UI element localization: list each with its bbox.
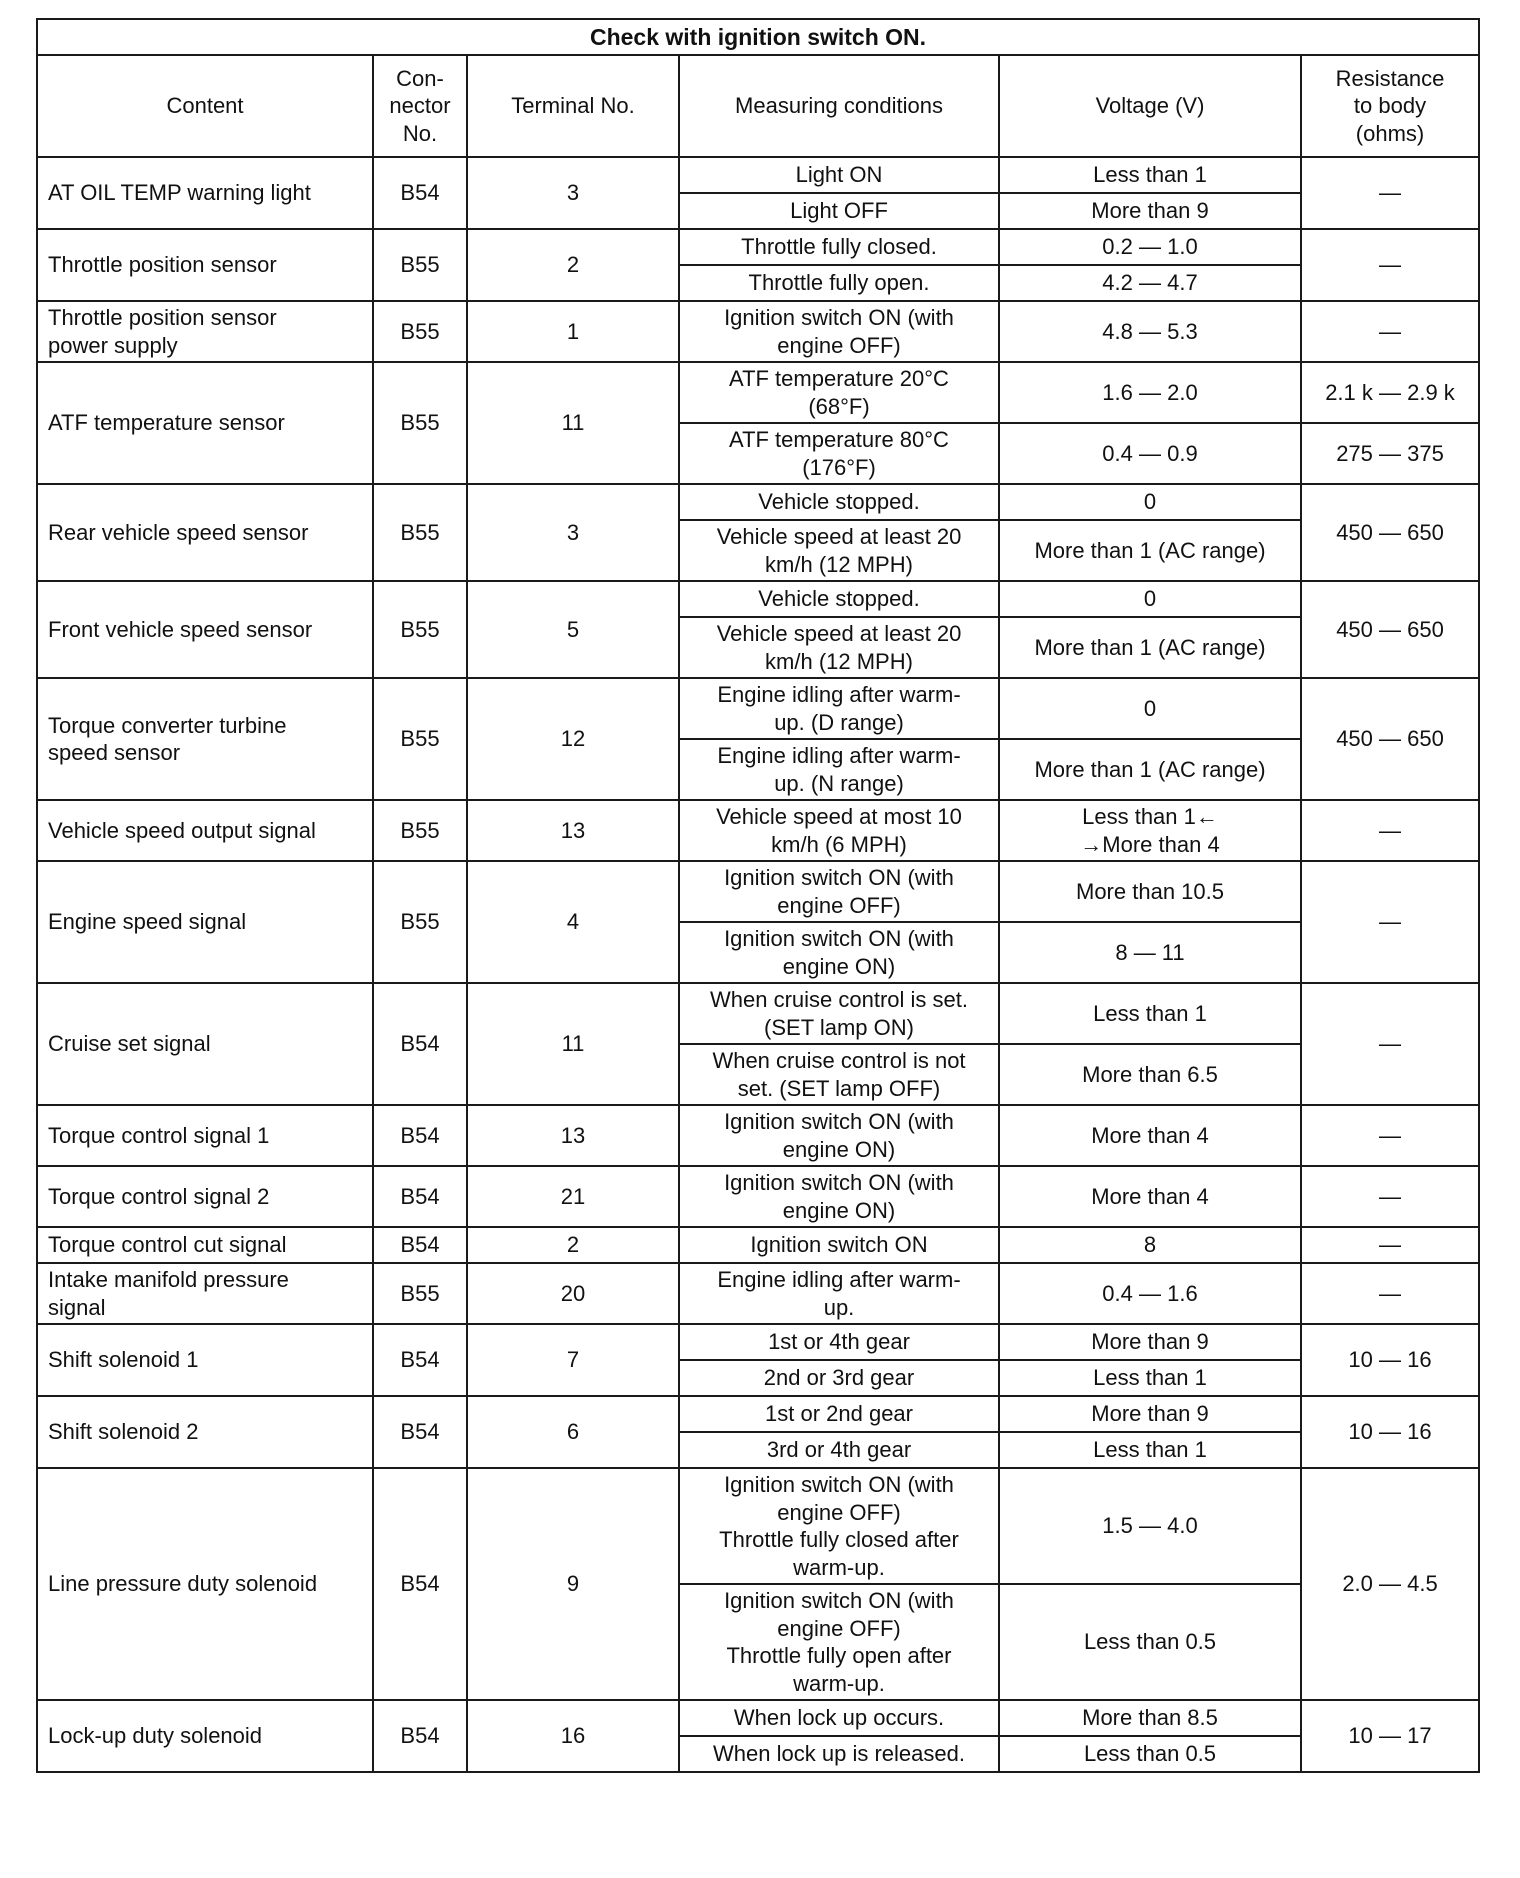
table-row — [37, 1105, 1479, 1166]
resistance-cell: 10 — 16 — [1301, 1324, 1479, 1396]
terminal-cell: 20 — [467, 1263, 679, 1324]
terminal-cell: 4 — [467, 861, 679, 983]
table-row — [37, 1263, 1479, 1324]
voltage-cell: More than 6.5 — [999, 1044, 1301, 1105]
condition-cell: Ignition switch ON (with engine ON) — [679, 1166, 999, 1227]
connector-cell: B54 — [373, 157, 467, 229]
voltage-cell: More than 9 — [999, 1324, 1301, 1360]
condition-cell: Vehicle speed at least 20 km/h (12 MPH) — [679, 520, 999, 581]
header-resistance: Resistance to body (ohms) — [1301, 55, 1479, 157]
terminal-cell: 3 — [467, 157, 679, 229]
voltage-cell: 0.4 — 1.6 — [999, 1263, 1301, 1324]
voltage-cell: 4.2 — 4.7 — [999, 265, 1301, 301]
resistance-cell: 450 — 650 — [1301, 581, 1479, 678]
resistance-cell: — — [1301, 1166, 1479, 1227]
resistance-cell: — — [1301, 983, 1479, 1105]
voltage-cell: More than 9 — [999, 193, 1301, 229]
connector-cell: B54 — [373, 1324, 467, 1396]
table-row — [37, 484, 1479, 520]
condition-cell: Engine idling after warm- up. (D range) — [679, 678, 999, 739]
voltage-cell: 8 — 11 — [999, 922, 1301, 983]
connector-cell: B55 — [373, 800, 467, 861]
content-cell: Cruise set signal — [37, 983, 373, 1105]
terminal-cell: 11 — [467, 983, 679, 1105]
header-connector: Con- nector No. — [373, 55, 467, 157]
voltage-cell: Less than 0.5 — [999, 1736, 1301, 1772]
voltage-cell: 0 — [999, 581, 1301, 617]
condition-cell: Ignition switch ON (with engine OFF) Throttle fully closed after warm-up. — [679, 1468, 999, 1584]
content-cell: Throttle position sensor — [37, 229, 373, 301]
header-row — [37, 55, 1479, 157]
condition-cell: Ignition switch ON (with engine OFF) Throttle fully open after warm-up. — [679, 1584, 999, 1700]
resistance-cell: — — [1301, 861, 1479, 983]
connector-cell: B54 — [373, 983, 467, 1105]
terminal-cell: 21 — [467, 1166, 679, 1227]
terminal-cell: 3 — [467, 484, 679, 581]
connector-cell: B55 — [373, 362, 467, 484]
connector-cell: B55 — [373, 301, 467, 362]
table-row — [37, 800, 1479, 861]
content-cell: Shift solenoid 2 — [37, 1396, 373, 1468]
table-row — [37, 157, 1479, 193]
connector-cell: B54 — [373, 1227, 467, 1263]
connector-cell: B55 — [373, 1263, 467, 1324]
voltage-cell: 0 — [999, 678, 1301, 739]
voltage-cell: 4.8 — 5.3 — [999, 301, 1301, 362]
header-voltage: Voltage (V) — [999, 55, 1301, 157]
condition-cell: Vehicle speed at least 20 km/h (12 MPH) — [679, 617, 999, 678]
condition-cell: 1st or 2nd gear — [679, 1396, 999, 1432]
table-row — [37, 301, 1479, 362]
content-cell: Line pressure duty solenoid — [37, 1468, 373, 1700]
condition-cell: Ignition switch ON (with engine ON) — [679, 922, 999, 983]
table-body — [37, 157, 1479, 1772]
table-row — [37, 1324, 1479, 1360]
voltage-cell: More than 1 (AC range) — [999, 617, 1301, 678]
condition-cell: Vehicle stopped. — [679, 484, 999, 520]
terminal-cell: 13 — [467, 1105, 679, 1166]
condition-cell: 2nd or 3rd gear — [679, 1360, 999, 1396]
condition-cell: Vehicle speed at most 10 km/h (6 MPH) — [679, 800, 999, 861]
table-row — [37, 1468, 1479, 1584]
voltage-cell: Less than 1 — [999, 983, 1301, 1044]
content-cell: Throttle position sensor power supply — [37, 301, 373, 362]
condition-cell: Engine idling after warm- up. (N range) — [679, 739, 999, 800]
connector-cell: B55 — [373, 229, 467, 301]
condition-cell: 3rd or 4th gear — [679, 1432, 999, 1468]
voltage-cell: Less than 1 — [999, 1360, 1301, 1396]
content-cell: Torque converter turbine speed sensor — [37, 678, 373, 800]
table-row — [37, 1396, 1479, 1432]
header-content: Content — [37, 55, 373, 157]
terminal-cell: 5 — [467, 581, 679, 678]
caption-row — [37, 19, 1479, 55]
table-row — [37, 983, 1479, 1044]
resistance-cell: — — [1301, 229, 1479, 301]
condition-cell: Throttle fully closed. — [679, 229, 999, 265]
connector-cell: B54 — [373, 1166, 467, 1227]
terminal-cell: 2 — [467, 1227, 679, 1263]
connector-cell: B54 — [373, 1468, 467, 1700]
content-cell: Vehicle speed output signal — [37, 800, 373, 861]
header-conditions: Measuring conditions — [679, 55, 999, 157]
condition-cell: Ignition switch ON (with engine OFF) — [679, 861, 999, 922]
voltage-cell: 1.6 — 2.0 — [999, 362, 1301, 423]
terminal-cell: 13 — [467, 800, 679, 861]
connector-cell: B55 — [373, 484, 467, 581]
connector-cell: B55 — [373, 581, 467, 678]
content-cell: Engine speed signal — [37, 861, 373, 983]
condition-cell: When cruise control is not set. (SET lamp OFF) — [679, 1044, 999, 1105]
header-terminal: Terminal No. — [467, 55, 679, 157]
condition-cell: When cruise control is set. (SET lamp ON) — [679, 983, 999, 1044]
resistance-cell: 275 — 375 — [1301, 423, 1479, 484]
connector-cell: B55 — [373, 678, 467, 800]
resistance-cell: — — [1301, 1227, 1479, 1263]
voltage-cell: Less than 1← →More than 4 — [999, 800, 1301, 861]
condition-cell: Vehicle stopped. — [679, 581, 999, 617]
table-row — [37, 1700, 1479, 1736]
content-cell: Torque control signal 1 — [37, 1105, 373, 1166]
condition-cell: Ignition switch ON (with engine ON) — [679, 1105, 999, 1166]
terminal-cell: 11 — [467, 362, 679, 484]
resistance-cell: 10 — 16 — [1301, 1396, 1479, 1468]
voltage-cell: More than 8.5 — [999, 1700, 1301, 1736]
resistance-cell: 450 — 650 — [1301, 678, 1479, 800]
table-row — [37, 861, 1479, 922]
condition-cell: Throttle fully open. — [679, 265, 999, 301]
resistance-cell: 2.0 — 4.5 — [1301, 1468, 1479, 1700]
voltage-cell: 0.2 — 1.0 — [999, 229, 1301, 265]
table-row — [37, 1166, 1479, 1227]
condition-cell: ATF temperature 80°C (176°F) — [679, 423, 999, 484]
resistance-cell: — — [1301, 800, 1479, 861]
voltage-cell: Less than 1 — [999, 157, 1301, 193]
content-cell: Rear vehicle speed sensor — [37, 484, 373, 581]
voltage-cell: More than 4 — [999, 1105, 1301, 1166]
content-cell: Torque control signal 2 — [37, 1166, 373, 1227]
voltage-cell: 8 — [999, 1227, 1301, 1263]
connector-cell: B54 — [373, 1396, 467, 1468]
voltage-cell: More than 9 — [999, 1396, 1301, 1432]
connector-cell: B54 — [373, 1700, 467, 1772]
voltage-cell: More than 10.5 — [999, 861, 1301, 922]
table-row — [37, 362, 1479, 423]
content-cell: Lock-up duty solenoid — [37, 1700, 373, 1772]
condition-cell: 1st or 4th gear — [679, 1324, 999, 1360]
content-cell: Shift solenoid 1 — [37, 1324, 373, 1396]
table-title: Check with ignition switch ON. — [37, 19, 1479, 55]
condition-cell: Light OFF — [679, 193, 999, 229]
voltage-cell: 0.4 — 0.9 — [999, 423, 1301, 484]
voltage-cell: Less than 1 — [999, 1432, 1301, 1468]
resistance-cell: 450 — 650 — [1301, 484, 1479, 581]
content-cell: Torque control cut signal — [37, 1227, 373, 1263]
terminal-cell: 12 — [467, 678, 679, 800]
table-row — [37, 229, 1479, 265]
resistance-cell: — — [1301, 301, 1479, 362]
voltage-cell: More than 4 — [999, 1166, 1301, 1227]
resistance-cell: 2.1 k — 2.9 k — [1301, 362, 1479, 423]
terminal-cell: 7 — [467, 1324, 679, 1396]
resistance-cell: — — [1301, 1105, 1479, 1166]
connector-cell: B55 — [373, 861, 467, 983]
terminal-cell: 6 — [467, 1396, 679, 1468]
terminal-cell: 2 — [467, 229, 679, 301]
resistance-cell: — — [1301, 1263, 1479, 1324]
terminal-cell: 16 — [467, 1700, 679, 1772]
table-row — [37, 581, 1479, 617]
condition-cell: Ignition switch ON (with engine OFF) — [679, 301, 999, 362]
content-cell: Intake manifold pressure signal — [37, 1263, 373, 1324]
condition-cell: ATF temperature 20°C (68°F) — [679, 362, 999, 423]
ignition-check-table — [36, 18, 1480, 1773]
voltage-cell: More than 1 (AC range) — [999, 739, 1301, 800]
terminal-cell: 9 — [467, 1468, 679, 1700]
condition-cell: When lock up occurs. — [679, 1700, 999, 1736]
terminal-cell: 1 — [467, 301, 679, 362]
condition-cell: Ignition switch ON — [679, 1227, 999, 1263]
condition-cell: Engine idling after warm- up. — [679, 1263, 999, 1324]
table-row — [37, 1227, 1479, 1263]
content-cell: AT OIL TEMP warning light — [37, 157, 373, 229]
table-row — [37, 678, 1479, 739]
resistance-cell: — — [1301, 157, 1479, 229]
condition-cell: When lock up is released. — [679, 1736, 999, 1772]
voltage-cell: Less than 0.5 — [999, 1584, 1301, 1700]
voltage-cell: 1.5 — 4.0 — [999, 1468, 1301, 1584]
content-cell: Front vehicle speed sensor — [37, 581, 373, 678]
connector-cell: B54 — [373, 1105, 467, 1166]
document-page — [36, 18, 1478, 1773]
condition-cell: Light ON — [679, 157, 999, 193]
voltage-cell: 0 — [999, 484, 1301, 520]
resistance-cell: 10 — 17 — [1301, 1700, 1479, 1772]
content-cell: ATF temperature sensor — [37, 362, 373, 484]
voltage-cell: More than 1 (AC range) — [999, 520, 1301, 581]
